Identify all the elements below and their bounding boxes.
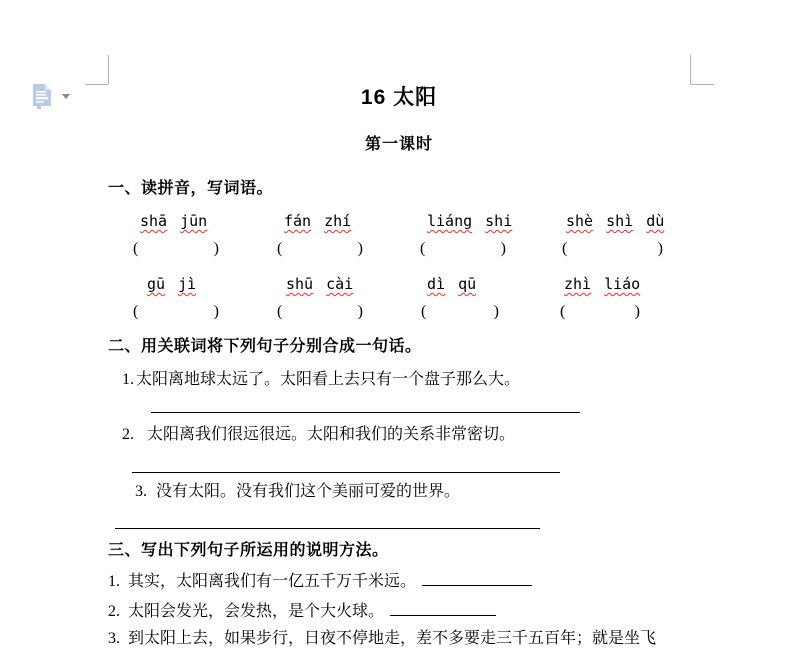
item-text: 太阳离我们很远很远。太阳和我们的关系非常密切。 [147, 426, 516, 443]
pinyin-word [566, 212, 664, 230]
pinyin-syllable: gū [147, 275, 166, 293]
item-text: 太阳离地球太远了。太阳看上去只有一个盘子那么大。 [136, 371, 521, 388]
paren-open: ( [421, 303, 427, 320]
pinyin-syllable: shū [286, 275, 314, 293]
section2-heading: 二、用关联词将下列句子分别合成一句话。 [108, 338, 422, 355]
answer-parens[interactable] [562, 241, 663, 257]
paren-open: ( [560, 303, 566, 320]
item-text: 没有太阳。没有我们这个美丽可爱的世界。 [156, 483, 461, 500]
item-number: 3. [108, 630, 120, 647]
pinyin-word [427, 275, 476, 293]
answer-parens[interactable] [421, 304, 499, 320]
paren-close: ) [357, 303, 363, 320]
item-number: 2. [108, 603, 120, 620]
item-text: 其实，太阳离我们有一亿五千万千米远。 [128, 573, 417, 590]
sentence-item [122, 427, 515, 443]
pinyin-syllable: shì [606, 212, 634, 230]
sentence-item [108, 631, 656, 647]
pinyin-syllable: zhì [564, 275, 592, 293]
answer-line[interactable] [132, 472, 560, 473]
pinyin-word [564, 275, 640, 293]
paren-open: ( [133, 303, 139, 320]
item-number: 1. [108, 573, 120, 590]
pinyin-syllable: jūn [180, 212, 208, 230]
sentence-item [108, 571, 532, 590]
item-number: 2. [122, 426, 134, 443]
pinyin-syllable: liáo [604, 275, 641, 293]
answer-parens[interactable] [133, 241, 219, 257]
paren-close: ) [657, 240, 663, 257]
pinyin-syllable: qū [458, 275, 477, 293]
pinyin-syllable: shā [140, 212, 168, 230]
paren-close: ) [634, 303, 640, 320]
pinyin-syllable: cài [326, 275, 354, 293]
paren-open: ( [133, 240, 139, 257]
sentence-item [122, 372, 520, 388]
margin-mark-top-right-vertical [690, 55, 691, 84]
item-text: 太阳会发光，会发热，是个大火球。 [128, 603, 385, 620]
item-number: 1. [122, 371, 134, 388]
answer-blank[interactable] [422, 571, 532, 586]
answer-parens[interactable] [420, 241, 506, 257]
answer-parens[interactable] [277, 241, 363, 257]
margin-mark-top-left-vertical [108, 55, 109, 84]
answer-blank[interactable] [390, 601, 496, 616]
pinyin-syllable: dì [427, 275, 446, 293]
paren-close: ) [500, 240, 506, 257]
item-number: 3. [135, 483, 147, 500]
pinyin-syllable: fán [284, 212, 312, 230]
margin-mark-top-left-horizontal [85, 84, 108, 85]
answer-line[interactable] [115, 528, 540, 529]
item-text: 到太阳上去，如果步行，日夜不停地走，差不多要走三千五百年；就是坐飞 [128, 630, 657, 647]
section1-heading: 一、读拼音，写词语。 [108, 180, 274, 197]
pinyin-word [284, 212, 351, 230]
pinyin-word [147, 275, 196, 293]
page-subtitle: 第一课时 [364, 136, 433, 153]
paste-dropdown-arrow-icon[interactable] [62, 94, 70, 99]
paren-close: ) [493, 303, 499, 320]
paren-open: ( [562, 240, 568, 257]
pinyin-syllable: shi [485, 212, 513, 230]
pinyin-syllable: shè [566, 212, 594, 230]
answer-line[interactable] [151, 412, 580, 413]
paste-options-button[interactable] [30, 83, 70, 111]
pinyin-syllable: zhí [324, 212, 352, 230]
pinyin-word [140, 212, 207, 230]
answer-parens[interactable] [133, 304, 219, 320]
page-title: 16 太阳 [360, 86, 438, 109]
margin-mark-top-right-horizontal [691, 84, 714, 85]
paren-close: ) [213, 303, 219, 320]
sentence-item [135, 484, 460, 500]
pinyin-syllable: jì [178, 275, 197, 293]
paren-open: ( [420, 240, 426, 257]
paren-open: ( [277, 240, 283, 257]
pinyin-syllable: dù [646, 212, 665, 230]
answer-parens[interactable] [277, 304, 363, 320]
pinyin-word [286, 275, 353, 293]
paren-close: ) [213, 240, 219, 257]
pinyin-word [427, 212, 512, 230]
sentence-item [108, 601, 496, 620]
paren-open: ( [277, 303, 283, 320]
pinyin-syllable: liáng [427, 212, 473, 230]
answer-parens[interactable] [560, 304, 640, 320]
section3-heading: 三、写出下列句子所运用的说明方法。 [108, 542, 389, 559]
paste-document-icon [30, 96, 54, 113]
paren-close: ) [357, 240, 363, 257]
